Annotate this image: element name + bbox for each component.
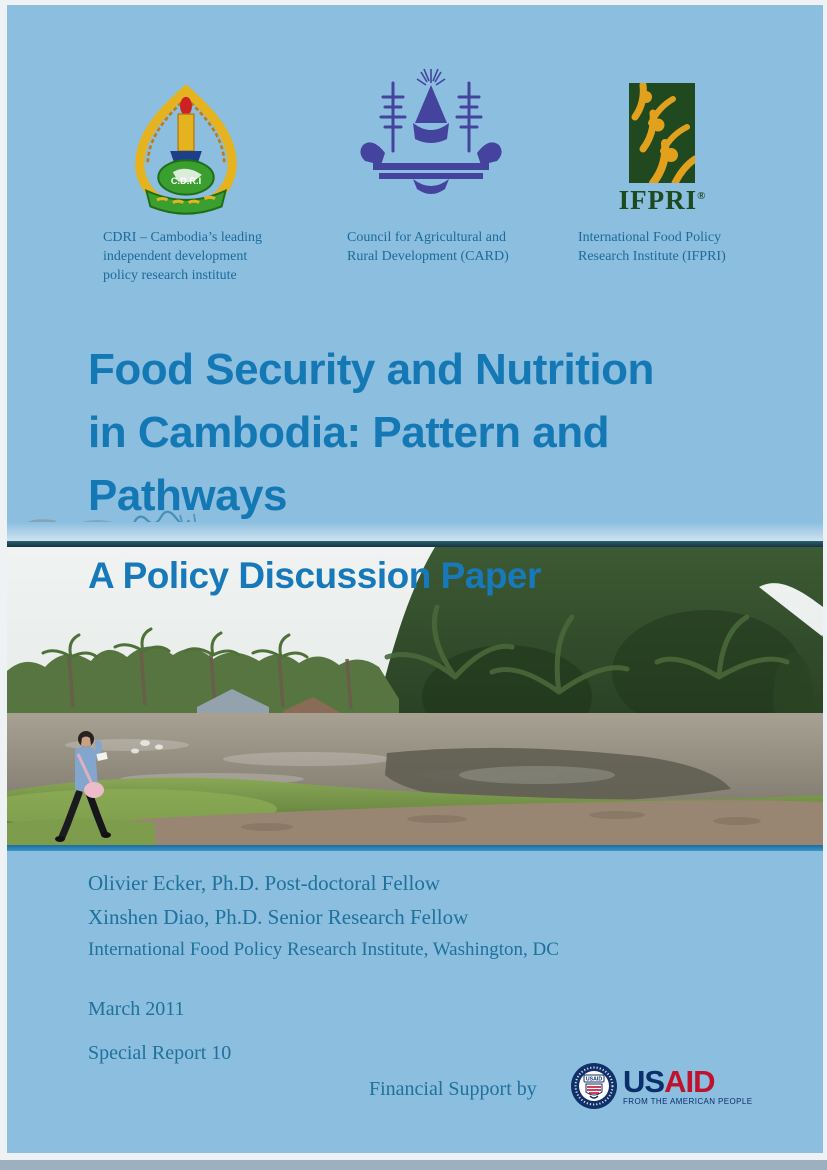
title-line: Food Security and Nutrition [88, 345, 654, 394]
ifpri-caption-line: International Food Policy [578, 230, 722, 245]
report-cover [7, 5, 823, 1153]
usaid-seal-text: USAID [585, 1076, 603, 1083]
usaid-us-text: US [623, 1063, 665, 1099]
title-line: Pathways [88, 471, 287, 520]
funding-label: Financial Support by [369, 1078, 537, 1100]
cdri-caption-line: CDRI – Cambodia’s leading [103, 230, 263, 245]
photo-top-fade [7, 522, 823, 541]
report-title [88, 338, 768, 527]
author-line: Olivier Ecker, Ph.D. Post-doctoral Fellow [88, 871, 441, 895]
usaid-aid-text: AID [664, 1063, 715, 1099]
cover-photo [7, 547, 823, 845]
cdri-seal-text: C.D.R.I [170, 176, 202, 187]
usaid-seal-icon [570, 1062, 618, 1110]
ifpri-logo-icon [629, 83, 695, 183]
card-royal-arms-icon [355, 67, 507, 207]
title-line: in Cambodia: Pattern and [88, 408, 609, 457]
ifpri-caption [578, 228, 726, 266]
registered-trademark-symbol: ® [697, 190, 706, 202]
cdri-caption-line: policy research institute [103, 268, 237, 283]
cdri-caption-line: independent development [103, 249, 248, 264]
report-number: Special Report 10 [88, 1042, 232, 1064]
usaid-tagline: FROM THE AMERICAN PEOPLE [623, 1096, 753, 1106]
card-caption-line: Council for Agricultural and [347, 230, 507, 245]
author-affiliation: International Food Policy Research Institute, Washington, DC [88, 939, 559, 960]
card-caption-line: Rural Development (CARD) [347, 249, 509, 264]
ifpri-wordmark-text: IFPRI [618, 185, 698, 215]
card-caption [347, 228, 509, 266]
usaid-logo [570, 1062, 752, 1110]
scan-bottom-edge [0, 1160, 827, 1170]
author-block [88, 866, 559, 966]
ifpri-wordmark [612, 185, 712, 216]
usaid-wordmark [623, 1063, 753, 1106]
photo-bottom-rule [7, 845, 823, 851]
author-line: Xinshen Diao, Ph.D. Senior Research Fellow [88, 905, 469, 929]
publication-date: March 2011 [88, 998, 185, 1020]
ifpri-caption-line: Research Institute (IFPRI) [578, 249, 726, 264]
cdri-caption [103, 228, 262, 285]
report-subtitle: A Policy Discussion Paper [88, 555, 541, 596]
cdri-logo-icon [120, 85, 252, 221]
